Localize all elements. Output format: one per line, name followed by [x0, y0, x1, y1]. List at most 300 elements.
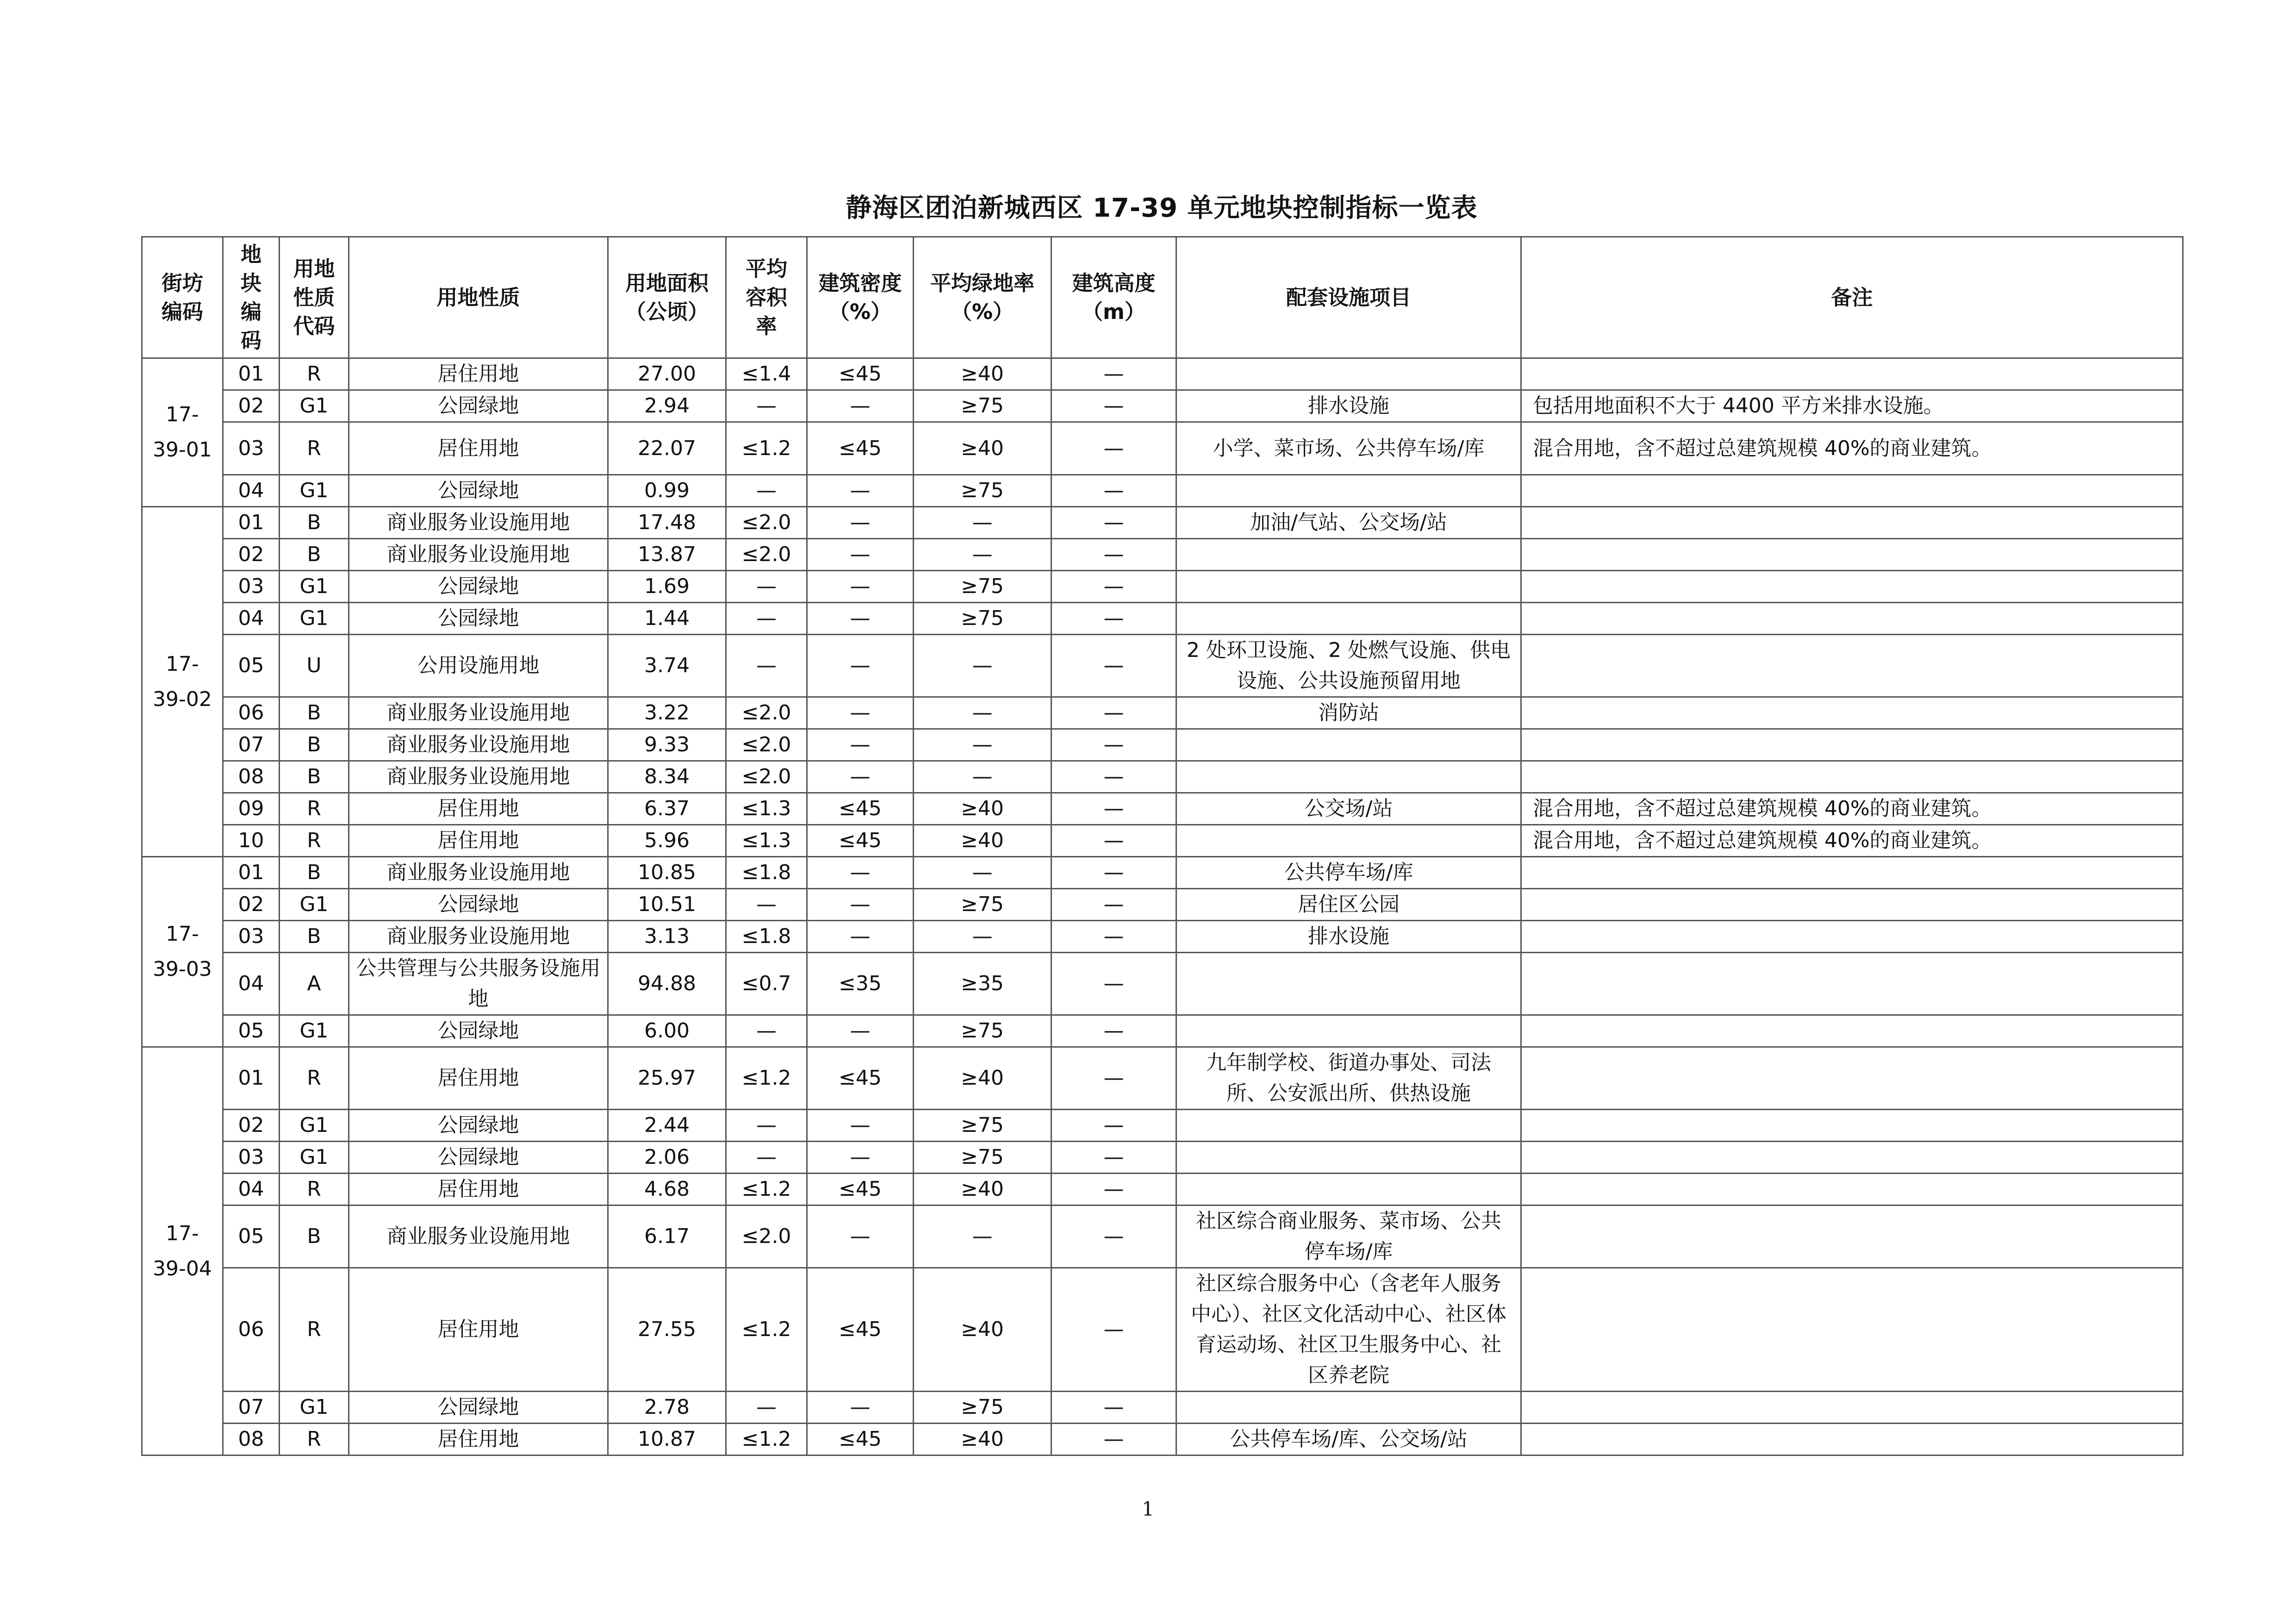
street-code-cell: 17- 39-03 [142, 857, 223, 1047]
table-row [142, 1268, 2183, 1392]
far-cell: — [726, 635, 807, 697]
table-row [142, 697, 2183, 729]
area-cell: 1.44 [608, 603, 726, 635]
land-code-cell: B [280, 539, 349, 571]
area-cell: 9.33 [608, 729, 726, 761]
facilities-cell: 2 处环卫设施、2 处燃气设施、供电设施、公共设施预留用地 [1176, 635, 1521, 697]
area-cell: 6.00 [608, 1015, 726, 1047]
plot-code-cell: 03 [223, 422, 280, 475]
plot-code-cell: 06 [223, 1268, 280, 1392]
density-cell: ≤45 [807, 422, 914, 475]
land-use-cell: 居住用地 [349, 1268, 608, 1392]
green-rate-cell: — [914, 729, 1052, 761]
table-row [142, 1142, 2183, 1174]
facilities-cell: 社区综合服务中心（含老年人服务中心）、社区文化活动中心、社区体育运动场、社区卫生服务中心、社区养老院 [1176, 1268, 1521, 1392]
notes-cell [1521, 729, 2183, 761]
facilities-cell [1176, 761, 1521, 793]
height-cell: — [1052, 1268, 1176, 1392]
table-row [142, 390, 2183, 422]
density-cell: ≤45 [807, 825, 914, 857]
land-use-cell: 公园绿地 [349, 603, 608, 635]
table-row [142, 729, 2183, 761]
land-code-cell: B [280, 761, 349, 793]
area-cell: 3.13 [608, 921, 726, 953]
table-row [142, 921, 2183, 953]
height-cell: — [1052, 1142, 1176, 1174]
land-use-cell: 公园绿地 [349, 1110, 608, 1142]
land-code-cell: R [280, 793, 349, 825]
facilities-cell [1176, 475, 1521, 507]
land-code-cell: G1 [280, 571, 349, 603]
density-cell: ≤45 [807, 1174, 914, 1206]
far-cell: ≤2.0 [726, 697, 807, 729]
area-cell: 27.00 [608, 358, 726, 390]
green-rate-cell: ≥35 [914, 953, 1052, 1015]
table-row [142, 1174, 2183, 1206]
control-index-table [141, 236, 2184, 1456]
density-cell: — [807, 761, 914, 793]
header-far: 平均容积率 [726, 237, 807, 358]
table-row [142, 1424, 2183, 1455]
density-cell: ≤45 [807, 793, 914, 825]
plot-code-cell: 08 [223, 761, 280, 793]
facilities-cell [1176, 1174, 1521, 1206]
area-cell: 1.69 [608, 571, 726, 603]
plot-code-cell: 05 [223, 635, 280, 697]
table-row [142, 475, 2183, 507]
table-row [142, 1206, 2183, 1268]
area-cell: 10.51 [608, 889, 726, 921]
land-code-cell: G1 [280, 1142, 349, 1174]
notes-cell: 包括用地面积不大于 4400 平方米排水设施。 [1521, 390, 2183, 422]
table-row [142, 793, 2183, 825]
table-row [142, 1110, 2183, 1142]
facilities-cell: 排水设施 [1176, 921, 1521, 953]
green-rate-cell: ≥75 [914, 1110, 1052, 1142]
land-use-cell: 公园绿地 [349, 475, 608, 507]
notes-cell: 混合用地，含不超过总建筑规模 40%的商业建筑。 [1521, 825, 2183, 857]
land-code-cell: B [280, 697, 349, 729]
page-number: 1 [1142, 1498, 1154, 1520]
far-cell: — [726, 1110, 807, 1142]
land-use-cell: 公园绿地 [349, 889, 608, 921]
plot-code-cell: 01 [223, 857, 280, 889]
land-code-cell: R [280, 1268, 349, 1392]
green-rate-cell: — [914, 1206, 1052, 1268]
area-cell: 6.37 [608, 793, 726, 825]
plot-code-cell: 07 [223, 1392, 280, 1424]
table-row [142, 889, 2183, 921]
table-row [142, 953, 2183, 1015]
height-cell: — [1052, 697, 1176, 729]
table-row [142, 825, 2183, 857]
facilities-cell [1176, 825, 1521, 857]
table-row [142, 507, 2183, 539]
density-cell: — [807, 1206, 914, 1268]
far-cell: ≤2.0 [726, 539, 807, 571]
far-cell: ≤1.3 [726, 793, 807, 825]
height-cell: — [1052, 571, 1176, 603]
density-cell: — [807, 571, 914, 603]
notes-cell [1521, 889, 2183, 921]
notes-cell [1521, 953, 2183, 1015]
facilities-cell: 加油/气站、公交场/站 [1176, 507, 1521, 539]
plot-code-cell: 01 [223, 1047, 280, 1110]
plot-code-cell: 10 [223, 825, 280, 857]
green-rate-cell: ≥75 [914, 1142, 1052, 1174]
facilities-cell [1176, 539, 1521, 571]
notes-cell: 混合用地，含不超过总建筑规模 40%的商业建筑。 [1521, 793, 2183, 825]
table-row [142, 1047, 2183, 1110]
height-cell: — [1052, 1174, 1176, 1206]
height-cell: — [1052, 635, 1176, 697]
land-code-cell: R [280, 358, 349, 390]
far-cell: ≤2.0 [726, 507, 807, 539]
far-cell: — [726, 390, 807, 422]
notes-cell [1521, 1424, 2183, 1455]
plot-code-cell: 03 [223, 921, 280, 953]
green-rate-cell: — [914, 635, 1052, 697]
green-rate-cell: ≥75 [914, 390, 1052, 422]
land-use-cell: 居住用地 [349, 1174, 608, 1206]
land-code-cell: G1 [280, 1392, 349, 1424]
far-cell: ≤1.2 [726, 1047, 807, 1110]
land-code-cell: B [280, 921, 349, 953]
notes-cell [1521, 603, 2183, 635]
green-rate-cell: ≥40 [914, 793, 1052, 825]
land-code-cell: B [280, 857, 349, 889]
green-rate-cell: — [914, 507, 1052, 539]
green-rate-cell: — [914, 761, 1052, 793]
header-street-code: 街坊编码 [142, 237, 223, 358]
height-cell: — [1052, 857, 1176, 889]
page-title: 静海区团泊新城西区 17-39 单元地块控制指标一览表 [846, 193, 1478, 223]
plot-code-cell: 05 [223, 1015, 280, 1047]
land-use-cell: 商业服务业设施用地 [349, 761, 608, 793]
notes-cell [1521, 697, 2183, 729]
area-cell: 2.78 [608, 1392, 726, 1424]
height-cell: — [1052, 825, 1176, 857]
far-cell: ≤0.7 [726, 953, 807, 1015]
plot-code-cell: 02 [223, 539, 280, 571]
land-code-cell: B [280, 507, 349, 539]
land-use-cell: 居住用地 [349, 358, 608, 390]
header-area: 用地面积（公顷） [608, 237, 726, 358]
density-cell: — [807, 889, 914, 921]
far-cell: ≤1.3 [726, 825, 807, 857]
density-cell: — [807, 921, 914, 953]
height-cell: — [1052, 1392, 1176, 1424]
facilities-cell: 排水设施 [1176, 390, 1521, 422]
height-cell: — [1052, 358, 1176, 390]
height-cell: — [1052, 921, 1176, 953]
land-use-cell: 商业服务业设施用地 [349, 697, 608, 729]
facilities-cell: 居住区公园 [1176, 889, 1521, 921]
facilities-cell [1176, 571, 1521, 603]
table-row [142, 603, 2183, 635]
notes-cell [1521, 539, 2183, 571]
notes-cell [1521, 761, 2183, 793]
plot-code-cell: 05 [223, 1206, 280, 1268]
notes-cell [1521, 358, 2183, 390]
density-cell: — [807, 603, 914, 635]
header-row [142, 237, 2183, 358]
plot-code-cell: 09 [223, 793, 280, 825]
height-cell: — [1052, 390, 1176, 422]
notes-cell: 混合用地，含不超过总建筑规模 40%的商业建筑。 [1521, 422, 2183, 475]
header-facilities: 配套设施项目 [1176, 237, 1521, 358]
height-cell: — [1052, 1015, 1176, 1047]
land-code-cell: G1 [280, 603, 349, 635]
far-cell: ≤1.2 [726, 1268, 807, 1392]
land-use-cell: 居住用地 [349, 793, 608, 825]
plot-code-cell: 02 [223, 889, 280, 921]
green-rate-cell: — [914, 697, 1052, 729]
green-rate-cell: ≥40 [914, 1424, 1052, 1455]
far-cell: — [726, 475, 807, 507]
notes-cell [1521, 1206, 2183, 1268]
land-use-cell: 公用设施用地 [349, 635, 608, 697]
header-plot-code: 地块编码 [223, 237, 280, 358]
green-rate-cell: ≥40 [914, 422, 1052, 475]
height-cell: — [1052, 729, 1176, 761]
height-cell: — [1052, 422, 1176, 475]
far-cell: ≤2.0 [726, 761, 807, 793]
area-cell: 2.94 [608, 390, 726, 422]
far-cell: — [726, 889, 807, 921]
green-rate-cell: — [914, 539, 1052, 571]
land-code-cell: G1 [280, 1110, 349, 1142]
far-cell: ≤1.4 [726, 358, 807, 390]
notes-cell [1521, 857, 2183, 889]
density-cell: — [807, 1015, 914, 1047]
area-cell: 25.97 [608, 1047, 726, 1110]
density-cell: — [807, 697, 914, 729]
table-row [142, 422, 2183, 475]
land-code-cell: G1 [280, 390, 349, 422]
land-use-cell: 居住用地 [349, 825, 608, 857]
facilities-cell [1176, 1142, 1521, 1174]
land-use-cell: 居住用地 [349, 1424, 608, 1455]
area-cell: 3.22 [608, 697, 726, 729]
facilities-cell: 小学、菜市场、公共停车场/库 [1176, 422, 1521, 475]
land-use-cell: 商业服务业设施用地 [349, 921, 608, 953]
land-code-cell: R [280, 1047, 349, 1110]
green-rate-cell: ≥40 [914, 358, 1052, 390]
land-code-cell: A [280, 953, 349, 1015]
table-row [142, 358, 2183, 390]
density-cell: ≤45 [807, 358, 914, 390]
header-density: 建筑密度（%） [807, 237, 914, 358]
density-cell: — [807, 1110, 914, 1142]
height-cell: — [1052, 1047, 1176, 1110]
facilities-cell [1176, 603, 1521, 635]
facilities-cell [1176, 1015, 1521, 1047]
far-cell: ≤1.8 [726, 857, 807, 889]
notes-cell [1521, 1142, 2183, 1174]
facilities-cell [1176, 1392, 1521, 1424]
table-row [142, 1015, 2183, 1047]
green-rate-cell: ≥75 [914, 1015, 1052, 1047]
green-rate-cell: ≥75 [914, 603, 1052, 635]
area-cell: 0.99 [608, 475, 726, 507]
header-height: 建筑高度（m） [1052, 237, 1176, 358]
header-notes: 备注 [1521, 237, 2183, 358]
table-row [142, 857, 2183, 889]
land-code-cell: B [280, 1206, 349, 1268]
header-green-rate: 平均绿地率（%） [914, 237, 1052, 358]
height-cell: — [1052, 1424, 1176, 1455]
land-code-cell: G1 [280, 475, 349, 507]
land-use-cell: 公园绿地 [349, 390, 608, 422]
height-cell: — [1052, 761, 1176, 793]
density-cell: — [807, 539, 914, 571]
table-row [142, 539, 2183, 571]
notes-cell [1521, 1015, 2183, 1047]
plot-code-cell: 01 [223, 507, 280, 539]
notes-cell [1521, 1392, 2183, 1424]
height-cell: — [1052, 793, 1176, 825]
land-use-cell: 居住用地 [349, 422, 608, 475]
area-cell: 94.88 [608, 953, 726, 1015]
notes-cell [1521, 1268, 2183, 1392]
land-use-cell: 商业服务业设施用地 [349, 1206, 608, 1268]
notes-cell [1521, 571, 2183, 603]
area-cell: 2.06 [608, 1142, 726, 1174]
density-cell: — [807, 729, 914, 761]
area-cell: 2.44 [608, 1110, 726, 1142]
green-rate-cell: — [914, 857, 1052, 889]
far-cell: — [726, 1015, 807, 1047]
density-cell: ≤45 [807, 1268, 914, 1392]
area-cell: 3.74 [608, 635, 726, 697]
street-code-cell: 17- 39-04 [142, 1047, 223, 1455]
far-cell: ≤1.8 [726, 921, 807, 953]
density-cell: ≤45 [807, 1047, 914, 1110]
green-rate-cell: ≥75 [914, 889, 1052, 921]
height-cell: — [1052, 475, 1176, 507]
street-code-cell: 17- 39-01 [142, 358, 223, 507]
land-use-cell: 公共管理与公共服务设施用地 [349, 953, 608, 1015]
land-code-cell: G1 [280, 889, 349, 921]
plot-code-cell: 08 [223, 1424, 280, 1455]
street-code-cell: 17- 39-02 [142, 507, 223, 857]
land-use-cell: 公园绿地 [349, 571, 608, 603]
land-code-cell: R [280, 1174, 349, 1206]
facilities-cell [1176, 358, 1521, 390]
facilities-cell: 公共停车场/库 [1176, 857, 1521, 889]
notes-cell [1521, 475, 2183, 507]
far-cell: — [726, 1392, 807, 1424]
land-use-cell: 商业服务业设施用地 [349, 729, 608, 761]
plot-code-cell: 04 [223, 953, 280, 1015]
far-cell: ≤2.0 [726, 729, 807, 761]
height-cell: — [1052, 1110, 1176, 1142]
header-land-code: 用地性质代码 [280, 237, 349, 358]
plot-code-cell: 04 [223, 1174, 280, 1206]
facilities-cell: 公交场/站 [1176, 793, 1521, 825]
density-cell: — [807, 857, 914, 889]
density-cell: ≤35 [807, 953, 914, 1015]
area-cell: 8.34 [608, 761, 726, 793]
plot-code-cell: 01 [223, 358, 280, 390]
density-cell: — [807, 1142, 914, 1174]
area-cell: 10.87 [608, 1424, 726, 1455]
green-rate-cell: ≥75 [914, 571, 1052, 603]
land-code-cell: U [280, 635, 349, 697]
land-use-cell: 居住用地 [349, 1047, 608, 1110]
land-code-cell: R [280, 1424, 349, 1455]
plot-code-cell: 02 [223, 390, 280, 422]
area-cell: 10.85 [608, 857, 726, 889]
height-cell: — [1052, 1206, 1176, 1268]
density-cell: ≤45 [807, 1424, 914, 1455]
plot-code-cell: 04 [223, 475, 280, 507]
facilities-cell: 公共停车场/库、公交场/站 [1176, 1424, 1521, 1455]
plot-code-cell: 04 [223, 603, 280, 635]
area-cell: 6.17 [608, 1206, 726, 1268]
far-cell: — [726, 603, 807, 635]
notes-cell [1521, 921, 2183, 953]
density-cell: — [807, 475, 914, 507]
land-use-cell: 公园绿地 [349, 1142, 608, 1174]
plot-code-cell: 06 [223, 697, 280, 729]
area-cell: 27.55 [608, 1268, 726, 1392]
land-use-cell: 公园绿地 [349, 1392, 608, 1424]
plot-code-cell: 07 [223, 729, 280, 761]
area-cell: 22.07 [608, 422, 726, 475]
plot-code-cell: 03 [223, 1142, 280, 1174]
header-land-use: 用地性质 [349, 237, 608, 358]
table-row [142, 635, 2183, 697]
notes-cell [1521, 1110, 2183, 1142]
far-cell: — [726, 571, 807, 603]
land-use-cell: 商业服务业设施用地 [349, 857, 608, 889]
land-code-cell: B [280, 729, 349, 761]
density-cell: — [807, 507, 914, 539]
green-rate-cell: ≥75 [914, 475, 1052, 507]
table-row [142, 761, 2183, 793]
far-cell: ≤1.2 [726, 422, 807, 475]
far-cell: ≤1.2 [726, 1174, 807, 1206]
facilities-cell: 九年制学校、街道办事处、司法所、公安派出所、供热设施 [1176, 1047, 1521, 1110]
land-use-cell: 商业服务业设施用地 [349, 507, 608, 539]
table-row [142, 1392, 2183, 1424]
land-use-cell: 商业服务业设施用地 [349, 539, 608, 571]
density-cell: — [807, 1392, 914, 1424]
area-cell: 5.96 [608, 825, 726, 857]
notes-cell [1521, 507, 2183, 539]
height-cell: — [1052, 889, 1176, 921]
height-cell: — [1052, 603, 1176, 635]
area-cell: 17.48 [608, 507, 726, 539]
far-cell: ≤2.0 [726, 1206, 807, 1268]
notes-cell [1521, 1174, 2183, 1206]
density-cell: — [807, 390, 914, 422]
density-cell: — [807, 635, 914, 697]
green-rate-cell: ≥40 [914, 825, 1052, 857]
green-rate-cell: ≥75 [914, 1392, 1052, 1424]
facilities-cell: 社区综合商业服务、菜市场、公共停车场/库 [1176, 1206, 1521, 1268]
area-cell: 4.68 [608, 1174, 726, 1206]
land-code-cell: R [280, 422, 349, 475]
land-use-cell: 公园绿地 [349, 1015, 608, 1047]
facilities-cell: 消防站 [1176, 697, 1521, 729]
table-row [142, 571, 2183, 603]
plot-code-cell: 02 [223, 1110, 280, 1142]
far-cell: — [726, 1142, 807, 1174]
height-cell: — [1052, 953, 1176, 1015]
